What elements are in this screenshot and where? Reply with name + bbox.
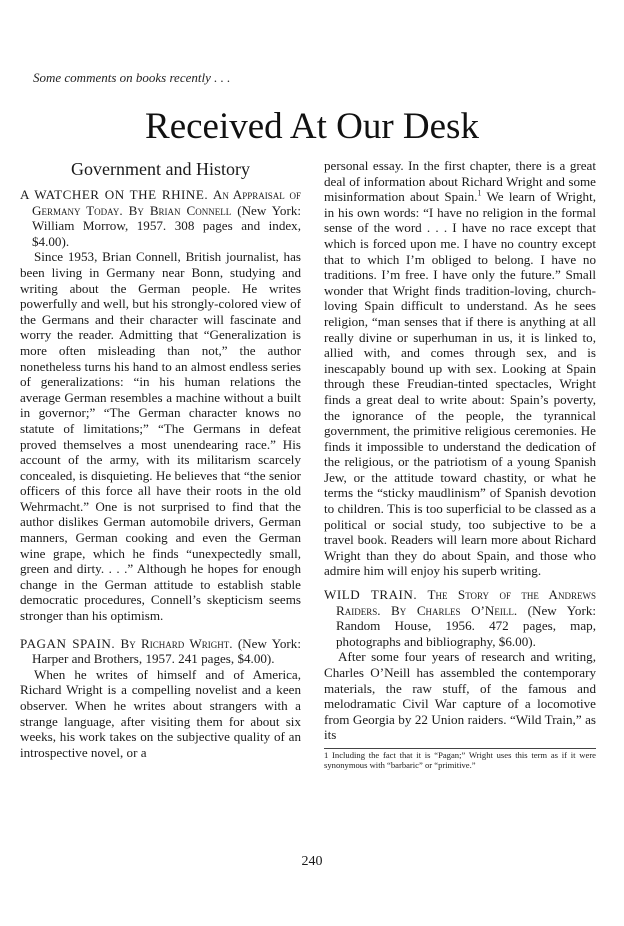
footnote-divider [324,748,596,749]
review-body-wild-train: After some four years of research and writing, Charles O’Neill has assembled the contemporary materials, the raw stuff, of the famous and melodramatic Civil War capture of a locomotive from Georgia by 22 Union raiders. “Wild Train,” as its [324,649,596,743]
kicker-text: Some comments on books recently . . . [33,70,231,85]
book-author: Richard Wright. [141,635,233,651]
right-column [324,158,596,770]
by-label: By [391,602,407,618]
publication-info: (New York: William Morrow, 1957. 308 pages and index, $4.00). [32,202,301,249]
book-subtitle: The Story of the Andrews Raiders. [336,587,596,618]
page-number: 240 [301,854,323,869]
by-label: By [120,635,136,651]
review-heading-pagan-spain [20,636,301,667]
review-body-text: personal essay. In the first chapter, there is a great deal of information about Richard Wright and some misinformation about Spain. [324,158,596,205]
book-title: PAGAN SPAIN. [20,635,116,651]
book-author: Brian Connell [149,202,232,218]
book-author: Charles O’Neill. [416,602,518,618]
review-body-pagan-spain-part1: When he writes of himself and of America, Richard Wright is a compelling novelist and a keen observer. When he writes about strangers with a strange language, after visiting them for about six weeks, his work takes on the subjective quality of an introspective novel, or a [20,666,301,760]
footnote-marker: 1 [477,188,482,198]
review-body-pagan-spain-part2 [324,158,596,579]
page-title: Received At Our Desk [145,106,479,147]
publication-info: (New York: Harper and Brothers, 1957. 241 pages, $4.00). [32,635,301,667]
book-subtitle: An Appraisal of Germany Today. [32,187,302,218]
review-body-text: We learn of Wright, in his own words: “I have no religion in the formal sense of the word . . . I have no race except that which is forced upon me. I have no country except that to which I’m obliged to belong. I have no traditions. I’m free. I have only the future.” Small wonder that Wright finds tradition-loving, church-loving Spain difficult to understand. As he sees religion, “man senses that if there is anything at all really divine or superhuman in us, it is linked to, allied with, and comes through sex, and is inescapably bound up with sex. Looking at Spain through these Freudian-tinted spectacles, Wright finds a great deal to write about: Spain’s poverty, the ignorance of the people, the tyrannical government, the primitive religious ceremonies. He finds it impossible to understand the dedication of the religious, or the patriotism of a young Spanish Jew, or the attitude toward chastity, or what he terms the “sticky maudlinism” of Spanish devotion to children. This is too superficial to be classed as a political or social study, too subjective to be a travel book. Readers will learn more about Richard Wright than they do about Spain, and those who admire him will enjoy his superb writing. [324,189,596,579]
book-title: A WATCHER ON THE RHINE. [20,187,209,202]
review-heading-watcher-on-the-rhine [20,187,301,249]
review-heading-wild-train [324,587,596,649]
review-body-watcher-on-the-rhine: Since 1953, Brian Connell, British journalist, has been living in Germany near Bonn, studying and writing about the German people. He writes powerfully and well, but his strongly-colored view of the Germans and their character will fascinate and worry the reader. Admitting that “Generalization is more often misleading than not,” the author nonetheless turns his hand to an almost endless series of generalizations: “in his human relations the average German resembles a machine without a built in governor;” “The German character knows no statute of limitations;” “The Germans in defeat proved themselves a most unendearing race.” His account of the army, with its militarism scarcely concealed, is disquieting. He believes that “the senior officers of this force all have their roots in the old Wehrmacht.” One is not surprised to find that the author dislikes German automobile drivers, German manners, German cooking and even the German wine grape, which he finds “unexpectedly small, green and dirty. . . .” Although he hopes for enough change in the German attitude to establish stable democratic procedures, Connell’s skepticism seems stronger than his optimism. [20,249,301,624]
by-label: By [128,202,144,218]
left-column [20,158,301,760]
section-heading: Government and History [71,159,250,179]
book-title: WILD TRAIN. [324,587,418,603]
footnote: 1 Including the fact that it is “Pagan;” Wright uses this term as if it were synonymous with “barbaric” or “primitive.” [324,749,596,770]
publication-info: (New York: Random House, 1956. 472 pages, map, photographs and bibliography, $6.00). [336,602,596,649]
